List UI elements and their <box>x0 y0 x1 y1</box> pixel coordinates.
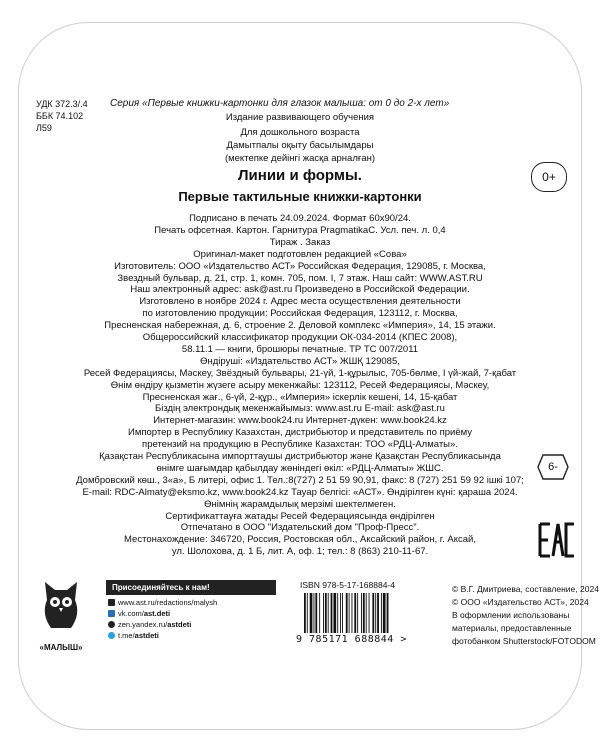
zen-icon <box>108 621 115 628</box>
redactions-link[interactable] <box>108 597 276 608</box>
edition-line: Для дошкольного возраста <box>240 127 360 138</box>
barcode-bar <box>331 593 333 633</box>
barcode-bar <box>310 593 313 633</box>
imprint-line: Өндіруші: «Издательство АСТ» ЖШҚ 129085, <box>200 355 400 367</box>
owl-logo-icon <box>35 578 87 636</box>
book-subtitle: Первые тактильные книжки-картонки <box>178 189 422 204</box>
copyright-line: материалы, предоставленные <box>452 623 572 633</box>
imprint-line: Пресненская набережная, д. 6, строение 2. Деловой комплекс «Империя», 14, 15 этажи. <box>104 320 496 332</box>
copyright-line: © В.Г. Дмитриева, составление, 2024 <box>452 584 599 594</box>
barcode-bar <box>375 593 376 633</box>
imprint-line: Өнім өндіру қызметін жүзеге асыру мекенжайы: 123112, Ресей Федерациясы, Мәскеу, <box>110 379 490 391</box>
imprint-line: Общероссийский классификатор продукции ОК-034-2014 (КПЕС 2008), <box>142 332 458 343</box>
barcode-bar <box>369 593 370 633</box>
barcode-bar <box>363 593 365 633</box>
imprint-line: E-mail: RDC-Almaty@eksmo.kz, www.book24.kz Тауар белгісі: «АСТ». Өндірілген күні: қараша 2024. <box>82 486 518 498</box>
barcode-bar <box>307 593 308 633</box>
barcode-bar <box>354 593 356 633</box>
barcode-bar <box>342 593 343 633</box>
barcode-bar <box>319 593 320 633</box>
imprint-line: Домбровский көш., 3«а», Б литері, офис 1. Тел.:8(727) 2 51 59 90,91, факс: 8 (727) 251 59 92 ішкі 107; <box>76 474 524 486</box>
isbn: ISBN 978-5-17-168884-4 <box>300 580 395 590</box>
barcode-bar <box>377 593 379 633</box>
imprint-line: ул. Шолохова, д. 1 Б, лит. А, оф. 1; тел.: 8 (863) 210-11-67. <box>171 546 429 558</box>
age-kz-badge <box>537 454 569 480</box>
imprint-line: Тираж . Заказ <box>269 236 331 248</box>
imprint-line: Оригинал-макет подготовлен редакцией «Сова» <box>193 248 407 260</box>
bbk-code: ББК 74.102 <box>36 111 84 121</box>
social-box <box>106 580 276 640</box>
imprint-line: Печать офсетная. Картон. Гарнитура PragmatikaC. Усл. печ. л. 0,4 <box>154 224 446 236</box>
barcode-bar <box>315 593 317 633</box>
social-link-zen[interactable]: zen.yandex.ru/ astdeti <box>108 619 276 630</box>
barcode-bar <box>372 593 374 633</box>
imprint-line: Ресей Федерациясы, Мәскеу, Звёздный бульвары, 21-үй, 1-құрылыс, 705-бөлме, I үй-жай, 7-қабат <box>83 367 517 379</box>
barcode-bar <box>349 593 350 633</box>
book-title: Линии и формы. <box>238 167 362 184</box>
barcode-bar <box>381 593 382 633</box>
vk-icon <box>108 610 115 617</box>
series-name: Серия «Первые книжки-картонки для глазок малыша: от 0 до 2-х лет» <box>110 98 450 109</box>
imprint-line: Интернет-магазин: www.book24.ru Интернет-дүкен: www.book24.kz <box>153 415 447 427</box>
social-link-vk[interactable]: vk.com/ ast.deti <box>108 608 276 619</box>
imprint-line: Импортер в Республику Казахстан, дистрибьютор и представитель по приёму <box>127 427 472 439</box>
globe-icon <box>108 599 115 606</box>
barcode-bar <box>361 593 362 633</box>
social-link-telegram[interactable]: t.me/ astdeti <box>108 630 276 641</box>
imprint-line: претензий на продукцию в Республике Казахстан: ТОО «РДЦ-Алматы». <box>142 439 458 451</box>
telegram-icon <box>108 632 115 639</box>
copyright-line: © ООО «Издательство АСТ», 2024 <box>452 597 589 607</box>
malysh-logo <box>35 578 87 652</box>
imprint-line: Местонахождение: 346720, Россия, Ростовская обл., Аксайский район, г. Аксай, <box>124 534 476 546</box>
barcode-bar <box>328 593 329 633</box>
barcode-bar <box>346 593 348 633</box>
barcode-bar <box>323 593 324 633</box>
imprint-line: Отпечатано в ООО "Издательский дом "Проф-Пресс". <box>180 522 420 534</box>
barcode-bar <box>314 593 315 633</box>
barcode-bar <box>383 593 386 633</box>
barcode-bar <box>340 593 341 633</box>
imprint-line: Біздің электрондық мекенжайымыз: www.ast.ru E-mail: ask@ast.ru <box>155 403 445 415</box>
barcode-bar <box>304 593 306 633</box>
edition-line: Издание развивающего обучения <box>225 112 375 123</box>
copyright-line: фотобанком Shutterstock/FOTODOM <box>452 636 596 646</box>
imprint-line: Пресненская жағ., 6-үй, 2-құр., «Империя» іскерлік кешені, 14, 15-қабат <box>142 391 458 403</box>
age-kz-text: 6- <box>548 461 558 473</box>
imprint-line: по изготовлению продукции: Российская Федерация, 123112, г. Москва, <box>142 308 458 320</box>
imprint-line: Сертификаттауға жатады Ресей Федерациясында өндірілген <box>165 510 435 522</box>
barcode-bar <box>337 593 338 633</box>
barcode-bar <box>333 593 336 633</box>
imprint-line: Подписано в печать 24.09.2024. Формат 60х90/24. <box>189 213 411 224</box>
udk-code: УДК 372.3/.4 <box>36 99 88 109</box>
edition-line: Дамытпалы оқыту басылымдары <box>226 140 374 151</box>
join-title: Присоединяйтесь к нам! <box>106 580 276 595</box>
redactions-url: www.ast.ru/redactions/malysh <box>118 598 218 607</box>
eac-mark-icon <box>538 520 576 560</box>
imprint-line: Изготовлено в ноябре 2024 г. Адрес места осуществления деятельности <box>139 296 461 308</box>
imprint-line: Наш электронный адрес: ask@ast.ru Произведено в Российской Федерации. <box>130 284 470 296</box>
age-rating-badge: 0+ <box>531 162 567 192</box>
logo-text: «МАЛЫШ» <box>39 643 83 652</box>
imprint-line: Изготовитель: ООО «Издательство АСТ» Российская Федерация, 129085, г. Москва, <box>114 260 486 272</box>
copyright-line: В оформлении использованы <box>452 610 570 620</box>
imprint-line: өнімге шағымдар қабылдау жөніндегі өкіл: «РДЦ-Алматы» ЖШС. <box>156 462 444 474</box>
author-mark: Л59 <box>36 123 52 133</box>
imprint-line: Қазақстан Республикасына импорттаушы дистрибьютор және Қазақстан Республикасында <box>99 451 501 462</box>
barcode-icon <box>300 593 440 633</box>
imprint-line: Өнімнің жарамдылық мерзімі шектелмеген. <box>204 498 396 510</box>
barcode-number: 9 785171 688844 > <box>296 634 407 645</box>
barcode-bar <box>325 593 327 633</box>
barcode-bar <box>387 593 389 633</box>
barcode-bar <box>366 593 367 633</box>
barcode-bar <box>357 593 358 633</box>
imprint-line: Звездный бульвар, д. 21, стр. 1, комн. 705, пом. I, 7 этаж. Наш сайт: WWW.AST.RU <box>117 272 483 284</box>
barcode-bar <box>352 593 353 633</box>
imprint-line: 58.11.1 — книги, брошюры печатные. ТР ТС 007/2011 <box>181 343 419 355</box>
copyright-block <box>452 583 599 648</box>
edition-line: (мектепке дейінгі жасқа арналған) <box>224 153 376 164</box>
